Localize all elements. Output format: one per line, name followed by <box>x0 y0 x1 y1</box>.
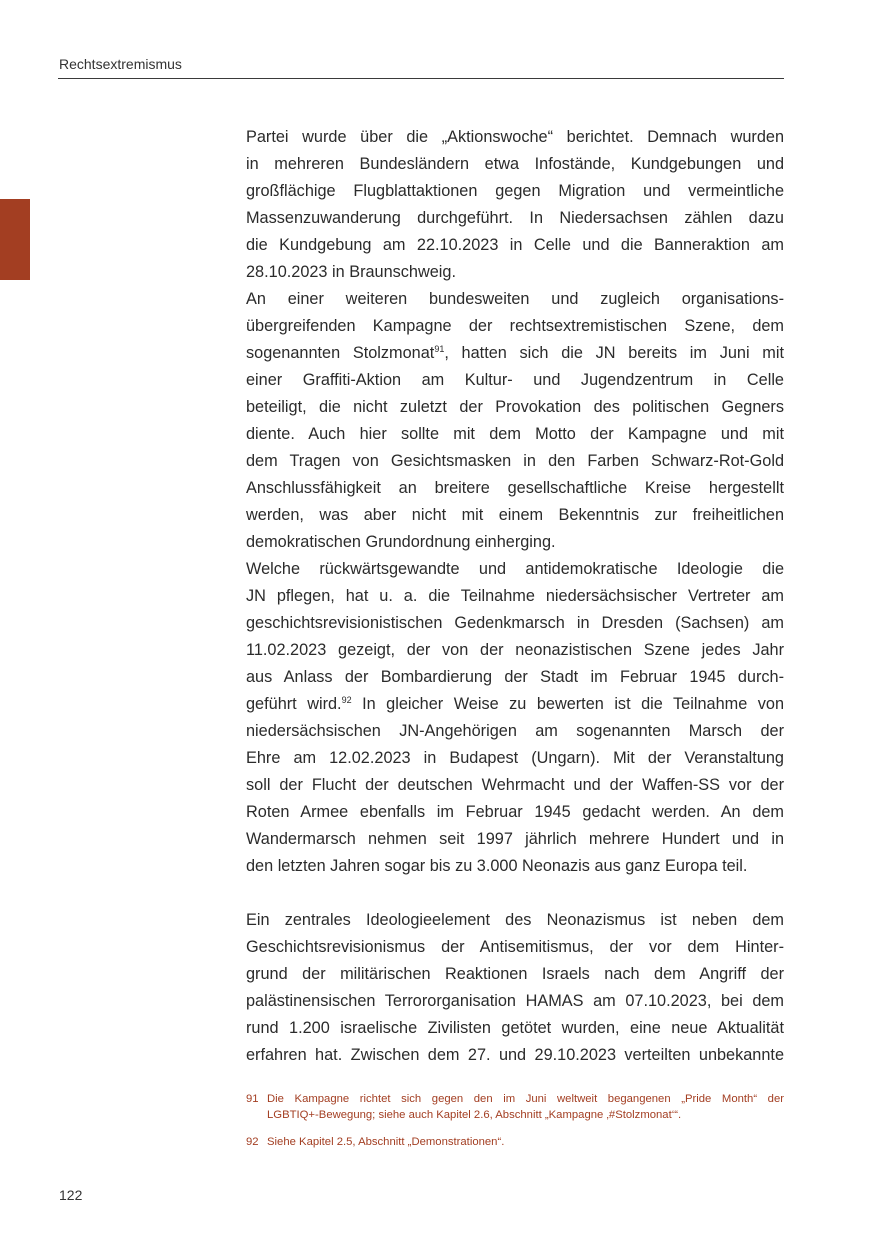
footnote-ref-92[interactable]: 92 <box>341 695 352 705</box>
text-line: dem Tragen von Gesichtsmasken in den Farben Schwarz-Rot-Gold <box>246 452 784 470</box>
text-segment: geführt wird. <box>246 695 342 713</box>
text-line: Massenzuwanderung durchgeführt. In Niedersachsen zählen dazu <box>246 209 784 227</box>
paragraph-3 <box>246 556 784 880</box>
text-line: niedersächsischen JN-Angehörigen am sogenannten Marsch der <box>246 722 784 740</box>
text-line: rund 1.200 israelische Zivilisten getötet wurden, eine neue Aktualität <box>246 1019 784 1037</box>
footnote-text <box>267 1092 784 1123</box>
body-text <box>246 124 784 1069</box>
text-line: einer Graffiti-Aktion am Kultur- und Jugendzentrum in Celle <box>246 371 784 389</box>
text-segment: sogenannten Stolzmonat <box>246 344 435 362</box>
paragraph-2 <box>246 286 784 556</box>
text-line: beteiligt, die nicht zuletzt der Provokation des politischen Gegners <box>246 398 784 416</box>
text-line: Roten Armee ebenfalls im Februar 1945 gedacht werden. An dem <box>246 803 784 821</box>
text-line: demokratischen Grundordnung einherging. <box>246 533 556 551</box>
footnote-ref-91[interactable]: 91 <box>434 344 445 354</box>
chapter-tab-marker <box>0 199 30 280</box>
text-line: Geschichtsrevisionismus der Antisemitismus, der vor dem Hinter- <box>246 938 784 956</box>
text-line: diente. Auch hier sollte mit dem Motto der Kampagne und mit <box>246 425 784 443</box>
text-line: soll der Flucht der deutschen Wehrmacht und der Waffen-SS vor der <box>246 776 784 794</box>
text-line: die Kundgebung am 22.10.2023 in Celle und die Banneraktion am <box>246 236 784 254</box>
text-line <box>246 691 784 718</box>
text-line: An einer weiteren bundesweiten und zugleich organisations- <box>246 290 784 308</box>
text-line: aus Anlass der Bombardierung der Stadt im Februar 1945 durch- <box>246 668 784 686</box>
paragraph-4 <box>246 907 784 1069</box>
text-line: Die Kampagne richtet sich gegen den im Juni weltweit begangenen „Pride Month“ der <box>267 1093 784 1105</box>
text-line: Partei wurde über die „Aktionswoche“ berichtet. Demnach wurden <box>246 128 784 146</box>
footnote-91 <box>246 1092 784 1123</box>
text-line: Ehre am 12.02.2023 in Budapest (Ungarn). Mit der Veranstaltung <box>246 749 784 767</box>
text-line: Anschlussfähigkeit an breitere gesellschaftliche Kreise hergestellt <box>246 479 784 497</box>
text-segment: , hatten sich die JN bereits im Juni mit <box>444 344 784 362</box>
text-segment: In gleicher Weise zu bewerten ist die Teilnahme von <box>351 695 785 713</box>
text-line: grund der militärischen Reaktionen Israels nach dem Angriff der <box>246 965 784 983</box>
text-line: den letzten Jahren sogar bis zu 3.000 Neonazis aus ganz Europa teil. <box>246 857 748 875</box>
text-line: 28.10.2023 in Braunschweig. <box>246 263 456 281</box>
text-line: großflächige Flugblattaktionen gegen Migration und vermeintliche <box>246 182 784 200</box>
text-line: Welche rückwärtsgewandte und antidemokratische Ideologie die <box>246 560 784 578</box>
text-line: Wandermarsch nehmen seit 1997 jährlich mehrere Hundert und in <box>246 830 784 848</box>
text-line: erfahren hat. Zwischen dem 27. und 29.10.2023 verteilten unbekannte <box>246 1046 784 1064</box>
text-line: übergreifenden Kampagne der rechtsextremistischen Szene, dem <box>246 317 784 335</box>
footnotes <box>246 1092 784 1151</box>
text-line: werden, was aber nicht mit einem Bekenntnis zur freiheitlichen <box>246 506 784 524</box>
page-number: 122 <box>59 1187 83 1203</box>
footnote-number: 91 <box>246 1093 259 1105</box>
text-line: Siehe Kapitel 2.5, Abschnitt „Demonstrationen“. <box>267 1136 505 1148</box>
text-line: in mehreren Bundesländern etwa Infostände, Kundgebungen und <box>246 155 784 173</box>
text-line: geschichtsrevisionistischen Gedenkmarsch in Dresden (Sachsen) am <box>246 614 784 632</box>
running-head: Rechtsextremismus <box>59 56 182 72</box>
text-line: palästinensischen Terrororganisation HAMAS am 07.10.2023, bei dem <box>246 992 784 1010</box>
header-rule <box>58 78 784 79</box>
text-line: LGBTIQ+-Bewegung; siehe auch Kapitel 2.6, Abschnitt „Kampagne ‚#Stolzmonat‘“. <box>267 1108 682 1121</box>
text-line: JN pflegen, hat u. a. die Teilnahme niedersächsischer Vertreter am <box>246 587 784 605</box>
paragraph-1 <box>246 124 784 286</box>
footnote-text <box>267 1135 784 1151</box>
text-line: 11.02.2023 gezeigt, der von der neonazistischen Szene jedes Jahr <box>246 641 784 659</box>
text-line: Ein zentrales Ideologieelement des Neonazismus ist neben dem <box>246 911 784 929</box>
footnote-number: 92 <box>246 1136 259 1148</box>
text-line <box>246 340 784 367</box>
footnote-92 <box>246 1135 784 1151</box>
